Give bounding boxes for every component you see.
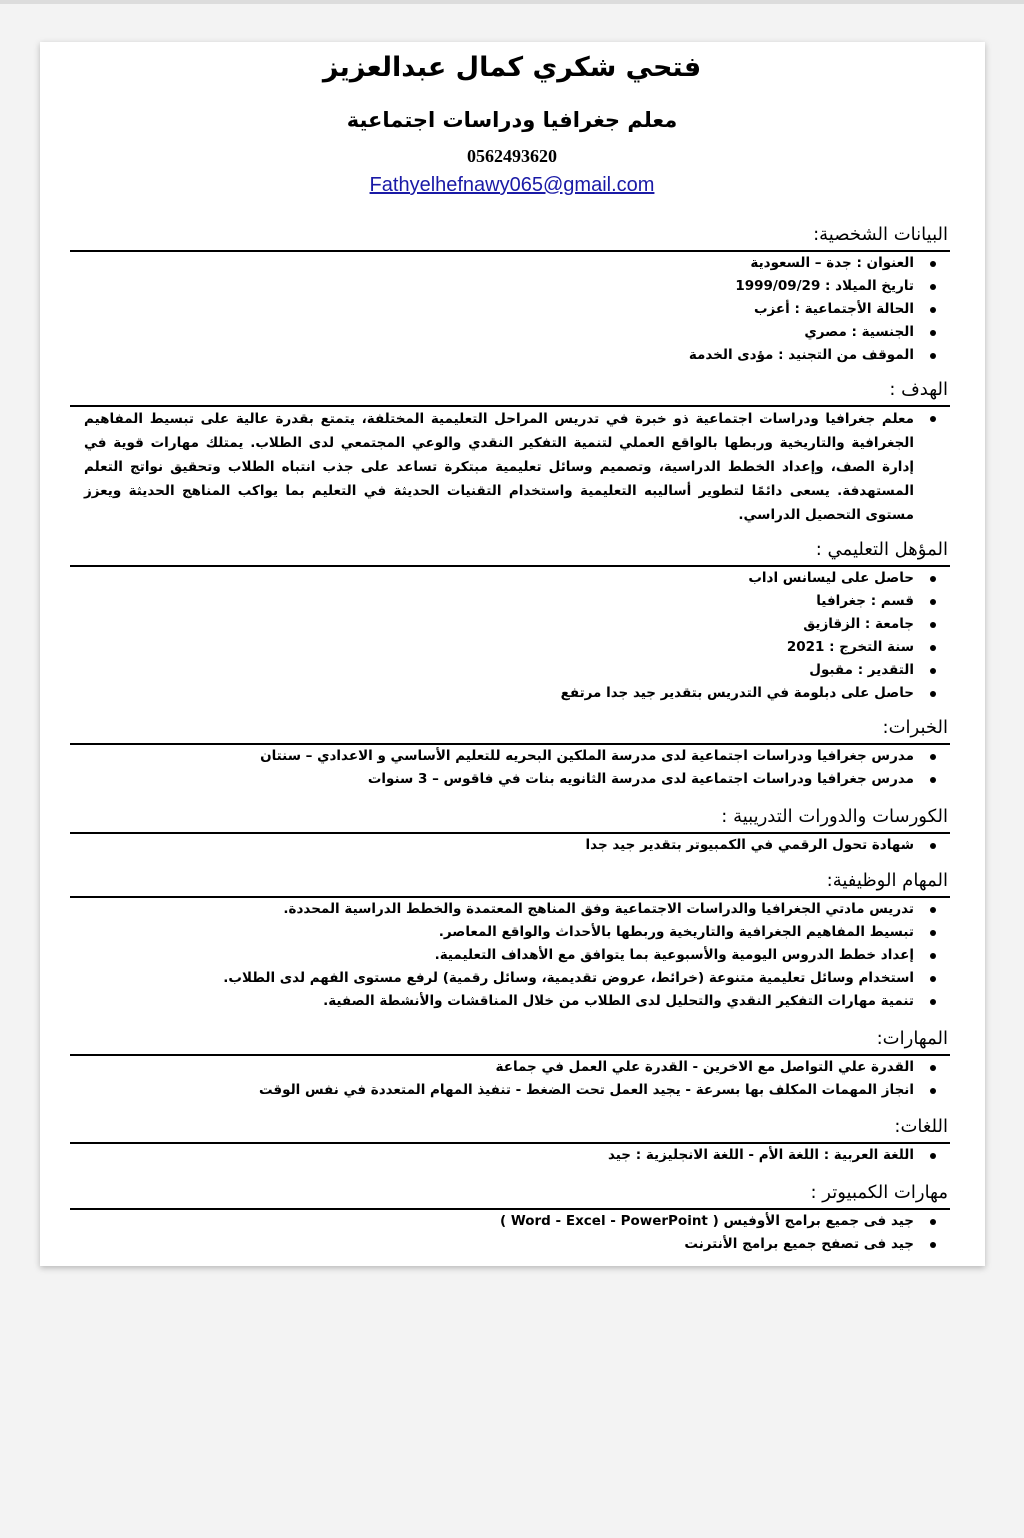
list-item: تاريخ الميلاد : 1999/09/29 [70, 275, 914, 298]
section-heading: اللغات: [894, 1116, 948, 1137]
list-item: الجنسية : مصري [70, 321, 914, 344]
list-item: الموقف من التجنيد : مؤدى الخدمة [70, 344, 914, 367]
list-item: استخدام وسائل تعليمية متنوعة (خرائط، عروض تقديمية، وسائل رقمية) لرفع مستوى الفهم لدى الطلاب. [70, 967, 914, 990]
list-item: العنوان : جدة – السعودية [70, 252, 914, 275]
list-item: شهادة تحول الرقمي في الكمبيوتر بتقدير جيد جدا [70, 834, 914, 857]
section-heading: الهدف : [889, 379, 948, 400]
list-item: حاصل على دبلومة في التدريس بتقدير جيد جدا مرتفع [70, 682, 914, 705]
section-heading: مهارات الكمبيوتر : [810, 1182, 948, 1203]
section-heading: الخبرات: [882, 717, 948, 738]
skills-list [70, 1056, 950, 1102]
education-list [70, 567, 950, 705]
section-heading: المهام الوظيفية: [826, 870, 948, 891]
experience-list [70, 745, 950, 791]
section-heading: المهارات: [876, 1028, 948, 1049]
list-item: قسم : جغرافيا [70, 590, 914, 613]
section-experience [70, 713, 950, 791]
personal-list [70, 252, 950, 367]
computer-list [70, 1210, 950, 1256]
candidate-name: فتحي شكري كمال عبدالعزيز [322, 52, 702, 83]
section-personal [70, 220, 950, 367]
top-bar [0, 0, 1024, 4]
section-heading: الكورسات والدورات التدريبية : [721, 806, 948, 827]
list-item: التقدير : مقبول [70, 659, 914, 682]
list-item: جامعة : الزقازيق [70, 613, 914, 636]
list-item: تنمية مهارات التفكير النقدي والتحليل لدى الطلاب من خلال المناقشات والأنشطة الصفية. [70, 990, 914, 1013]
list-item: تبسيط المفاهيم الجغرافية والتاريخية وربطها بالأحداث والواقع المعاصر. [70, 921, 914, 944]
list-item: جيد فى تصفح جميع برامج الأنترنت [70, 1233, 914, 1256]
goal-text: معلم جغرافيا ودراسات اجتماعية ذو خبرة في تدريس المراحل التعليمية المختلفة، يتمتع بقدرة عالية على تبسيط المفاهيم الجغرافية والتاريخية وربطها بالواقع العملي لتنمية التفكير النقدي والوعي المجتمعي لدى الطلاب. يمتلك مهارات قوية في إدارة الصف، وإعداد الخطط الدراسية، وتصميم وسائل تعليمية مبتكرة تساعد على جذب انتباه الطلاب وتحقيق نواتج التعلم المستهدفة. يسعى دائمًا لتطوير أساليبه التعليمية واستخدام التقنيات الحديثة في التعليم بما يواكب المناهج الحديثة ويعزز مستوى التحصيل الدراسي. [70, 407, 914, 527]
section-heading: المؤهل التعليمي : [815, 539, 948, 560]
section-skills [70, 1024, 950, 1102]
section-languages [70, 1112, 950, 1167]
email-link[interactable]: Fathyelhefnawy065@gmail.com [369, 174, 655, 196]
job-title: معلم جغرافيا ودراسات اجتماعية [346, 108, 678, 132]
courses-list [70, 834, 950, 857]
list-item: مدرس جغرافيا ودراسات اجتماعية لدى مدرسة الثانويه بنات في فاقوس – 3 سنوات [70, 768, 914, 791]
list-item: إعداد خطط الدروس اليومية والأسبوعية بما يتوافق مع الأهداف التعليمية. [70, 944, 914, 967]
section-courses [70, 802, 950, 857]
section-computer [70, 1178, 950, 1256]
languages-list [70, 1144, 950, 1167]
section-goal [70, 375, 950, 527]
list-item: انجاز المهمات المكلف بها بسرعة - يجيد العمل تحت الضغط - تنفيذ المهام المتعددة في نفس الوقت [70, 1079, 914, 1102]
list-item: سنة التخرج : 2021 [70, 636, 914, 659]
list-item: الحالة الأجتماعية : أعزب [70, 298, 914, 321]
section-education [70, 535, 950, 705]
phone-number: 0562493620 [467, 146, 557, 166]
list-item: حاصل على ليسانس اداب [70, 567, 914, 590]
list-item: القدرة علي التواصل مع الاخرين - القدرة علي العمل في جماعة [70, 1056, 914, 1079]
list-item: تدريس مادتي الجغرافيا والدراسات الاجتماعية وفق المناهج المعتمدة والخطط الدراسية المحددة. [70, 898, 914, 921]
duties-list [70, 898, 950, 1013]
section-duties [70, 866, 950, 1013]
section-heading: البيانات الشخصية: [813, 224, 948, 245]
list-item: اللغة العربية : اللغة الأم - اللغة الانجليزية : جيد [70, 1144, 914, 1167]
list-item: مدرس جغرافيا ودراسات اجتماعية لدى مدرسة الملكين البحريه للتعليم الأساسي و الاعدادي – سنتان [70, 745, 914, 768]
list-item: جيد فى جميع برامج الأوفيس ( Word - Excel - PowerPoint ) [70, 1210, 914, 1233]
